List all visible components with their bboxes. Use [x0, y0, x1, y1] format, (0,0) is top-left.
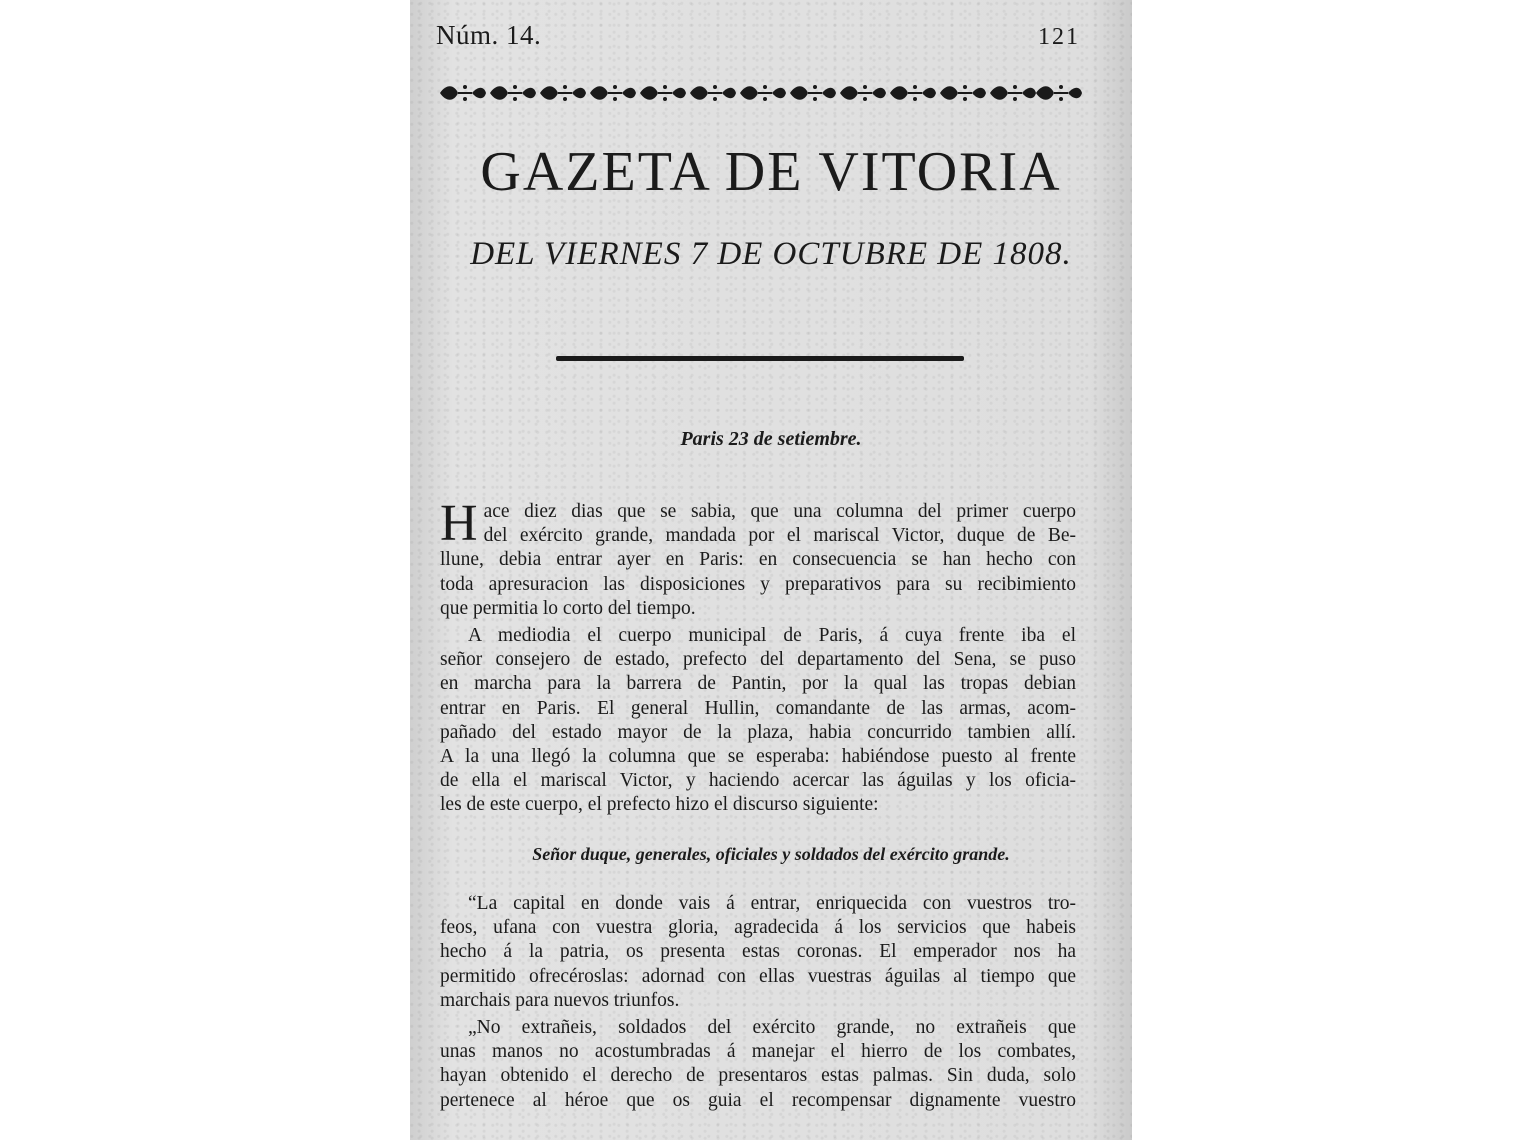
- text-line: unas manos no acostumbradas á manejar el hierro de los combates,: [440, 1041, 1076, 1063]
- issue-number: Núm. 14.: [436, 20, 542, 50]
- text-line: ace diez dias que se sabia, que una columna del primer cuerpo: [483, 501, 1076, 522]
- text-line: pertenece al héroe que os guia el recompensar dignamente vuestro: [440, 1089, 1076, 1111]
- text-line: A la una llegó la columna que se esperaba: habiéndose puesto al frente: [440, 746, 1076, 768]
- text-line: pañado del estado mayor de la plaza, habia concurrido tambien allí.: [440, 721, 1076, 743]
- text-line: de ella el mariscal Victor, y haciendo acercar las águilas y los oficia-: [440, 770, 1076, 792]
- text-line: llune, debia entrar ayer en Paris: en consecuencia se han hecho con: [440, 549, 1076, 571]
- masthead-title: GAZETA DE VITORIA: [480, 141, 1062, 203]
- speech-salutation: Señor duque, generales, oficiales y soldados del exército grande.: [532, 844, 1010, 864]
- text-line: marchais para nuevos triunfos.: [440, 989, 680, 1011]
- drop-cap: H: [440, 495, 478, 552]
- text-line: feos, ufana con vuestra gloria, agradecida á los servicios que habeis: [440, 917, 1076, 939]
- text-line: A mediodia el cuerpo municipal de Paris, á cuya frente iba el: [468, 625, 1076, 646]
- text-line: hayan obtenido el derecho de presentaros estas palmas. Sin duda, solo: [440, 1065, 1076, 1087]
- text-line: hecho á la patria, os presenta estas coronas. El emperador nos ha: [440, 941, 1076, 963]
- masthead-date: DEL VIERNES 7 DE OCTUBRE DE 1808.: [470, 236, 1072, 272]
- paragraph-1: [440, 495, 1076, 621]
- gazette-page: [410, 0, 1132, 1140]
- text-line: toda apresuracion las disposiciones y preparativos para su recibimiento: [440, 573, 1076, 595]
- text-line: les de este cuerpo, el prefecto hizo el discurso siguiente:: [440, 794, 879, 816]
- text-line: señor consejero de estado, prefecto del departamento del Sena, se puso: [440, 649, 1076, 671]
- article-dateline: Paris 23 de setiembre.: [680, 428, 862, 450]
- paragraph-3: [440, 892, 1076, 1013]
- fleuron-ornament-row: [438, 78, 1082, 108]
- text-line: “La capital en donde vais á entrar, enriquecida con vuestros tro-: [468, 893, 1076, 914]
- text-line: que permitia lo corto del tiempo.: [440, 597, 696, 619]
- text-line: del exército grande, mandada por el mariscal Victor, duque de Be-: [483, 525, 1076, 547]
- horizontal-rule: [556, 356, 964, 361]
- text-line: en marcha para la barrera de Pantin, por la qual las tropas debian: [440, 673, 1076, 695]
- text-line: entrar en Paris. El general Hullin, comandante de las armas, acom-: [440, 697, 1076, 719]
- paragraph-4: [440, 1016, 1076, 1113]
- text-line: „No extrañeis, soldados del exército grande, no extrañeis que: [468, 1017, 1076, 1038]
- text-line: permitido ofrecéroslas: adornad con ellas vuestras águilas al tiempo que: [440, 965, 1076, 987]
- paragraph-2: [440, 624, 1076, 818]
- page-number: 121: [1038, 24, 1080, 50]
